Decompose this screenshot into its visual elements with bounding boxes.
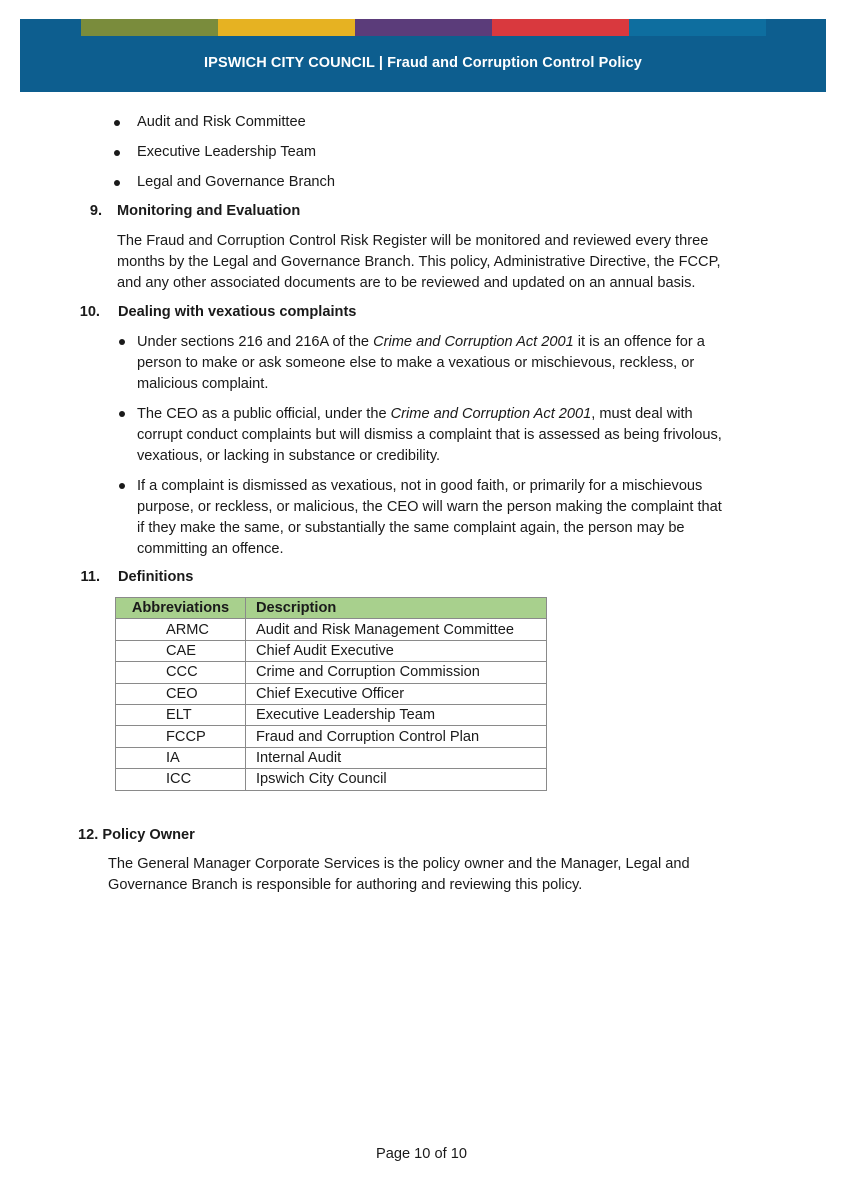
stripe-purple [355, 19, 492, 36]
table-row [116, 726, 547, 747]
paragraph-line: committing an offence. [137, 541, 284, 557]
paragraph-line: If a complaint is dismissed as vexatious, not in good faith, or primarily for a mischievous [137, 478, 703, 494]
table-row [116, 662, 547, 683]
section-number: 10. [79, 304, 100, 320]
paragraph-line: if they make the same, or substantially the same complaint again, the person may be [137, 520, 685, 536]
paragraph-line: The General Manager Corporate Services is the policy owner and the Manager, Legal and [108, 856, 690, 872]
document-title: IPSWICH CITY COUNCIL | Fraud and Corruption Control Policy [204, 55, 642, 71]
stripe-blue [629, 19, 766, 36]
paragraph-line: Governance Branch is responsible for authoring and reviewing this policy. [108, 877, 583, 893]
stripe-gold [218, 19, 355, 36]
definitions-table [115, 597, 547, 791]
section-number: 11. [80, 569, 100, 585]
table-row [116, 769, 547, 790]
bullet-icon [114, 180, 120, 186]
paragraph-line: vexatious, or lacking in substance or credibility. [137, 448, 441, 464]
bullet-icon [119, 339, 125, 345]
section-number: 9. [89, 203, 102, 219]
description-cell: Audit and Risk Management Committee [246, 619, 547, 640]
section-heading: Monitoring and Evaluation [117, 203, 301, 219]
description-cell: Fraud and Corruption Control Plan [246, 726, 547, 747]
table-row [116, 683, 547, 704]
stripe-red [492, 19, 629, 36]
paragraph-line: The CEO as a public official, under the Crime and Corruption Act 2001, must deal with [137, 406, 693, 422]
description-cell: Chief Executive Officer [246, 683, 547, 704]
paragraph-line: and any other associated documents are to be reviewed and updated on an annual basis. [117, 275, 696, 291]
list-item: Audit and Risk Committee [137, 114, 306, 130]
abbreviation-cell: FCCP [116, 726, 246, 747]
table-header-row [116, 598, 547, 619]
page-number: Page 10 of 10 [376, 1146, 467, 1162]
list-item: Legal and Governance Branch [137, 174, 335, 190]
abbreviation-cell: CCC [116, 662, 246, 683]
description-cell: Crime and Corruption Commission [246, 662, 547, 683]
table-row [116, 640, 547, 661]
section-heading: 12. Policy Owner [78, 827, 195, 843]
paragraph-line: Under sections 216 and 216A of the Crime and Corruption Act 2001 it is an offence for a [137, 334, 705, 350]
table-row [116, 747, 547, 768]
column-header-description: Description [246, 598, 547, 619]
bullet-icon [114, 120, 120, 126]
header-color-stripes [81, 19, 766, 36]
description-cell: Ipswich City Council [246, 769, 547, 790]
abbreviation-cell: ICC [116, 769, 246, 790]
section-heading: Definitions [118, 569, 194, 585]
paragraph-line: malicious complaint. [137, 376, 269, 392]
abbreviation-cell: CAE [116, 640, 246, 661]
paragraph-line: corrupt conduct complaints but will dismiss a complaint that is assessed as being frivolous, [137, 427, 722, 443]
abbreviation-cell: ARMC [116, 619, 246, 640]
bullet-icon [114, 150, 120, 156]
description-cell: Internal Audit [246, 747, 547, 768]
paragraph-line: purpose, or reckless, or malicious, the CEO will warn the person making the complaint that [137, 499, 722, 515]
paragraph-line: The Fraud and Corruption Control Risk Register will be monitored and reviewed every three [117, 233, 709, 249]
table-row [116, 619, 547, 640]
abbreviation-cell: CEO [116, 683, 246, 704]
paragraph-line: person to make or ask someone else to make a vexatious or mischievous, reckless, or [137, 355, 695, 371]
abbreviation-cell: IA [116, 747, 246, 768]
description-cell: Executive Leadership Team [246, 704, 547, 725]
bullet-icon [119, 411, 125, 417]
abbreviation-cell: ELT [116, 704, 246, 725]
stripe-olive [81, 19, 218, 36]
column-header-abbreviations: Abbreviations [116, 598, 246, 619]
paragraph-line: months by the Legal and Governance Branch. This policy, Administrative Directive, the FCCP, [117, 254, 721, 270]
section-heading: Dealing with vexatious complaints [118, 304, 357, 320]
page-header-banner [20, 19, 826, 92]
list-item: Executive Leadership Team [137, 144, 317, 160]
table-row [116, 704, 547, 725]
description-cell: Chief Audit Executive [246, 640, 547, 661]
bullet-icon [119, 483, 125, 489]
